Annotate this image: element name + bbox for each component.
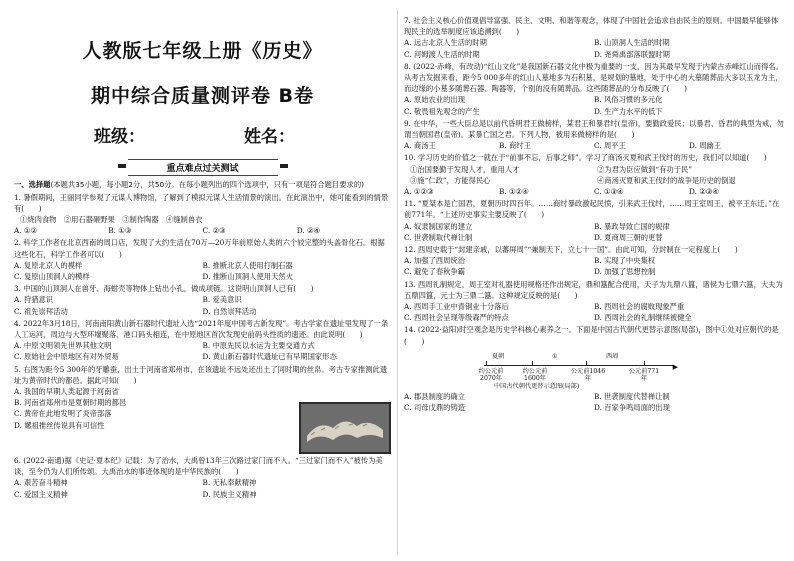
statement-1: ①治国要勤于发现人才，重用人才 [410,164,520,174]
question-text: 9. 在中华，一些大臣总是以前代昏明君王做榜样，某君王和暴君纣(皇帝)，要勤政爱民；以暴君、昏君的典型为戒，勿谓当朝国君(皇帝)。某暴亡国之君。下列人物，被用来做榜样的是( ) [404,118,784,140]
question-13 [404,279,784,324]
section-note: (本题共35小题，每小题2分，共50分。在每小题列出的四个选项中，只有一项是符合题目要求的) [50,180,364,189]
option-d: D. 黄山新石器时代遗址已有早期国家形态 [202,352,337,362]
option-c: C. 司母戊鼎的铸造 [404,403,466,413]
option-c: C. 河姆渡人生活的时期 [404,49,480,59]
question-text: 7. 社会主义核心价值观倡导富强、民主、文明、和谐等观念，体现了中国社会追求自由民主的原则。中国最早能够体现民主的选举制度应该追溯到( ) [404,16,779,37]
option-c: C. ①③④ [594,187,624,197]
option-c: C. 周平王 [594,141,626,151]
option-d: D. 嫘祖推丝传说具有可信性 [14,420,105,430]
option-b: B. 西周社会的腐败现象严重 [594,302,685,312]
question-12 [404,244,784,278]
timeline-axis [484,365,674,366]
left-column [14,14,391,558]
option-d: D. ②③④ [689,187,719,197]
section-heading-text: 一、选择题 [14,180,51,189]
option-b: B. 商纣王 [499,141,531,151]
option-c: C. 避免了春秋争霸 [404,267,466,277]
option-c: C. 原始社会中原地区有对外贸易 [14,352,119,362]
timeline-date: 公元前1046年 [570,367,606,382]
option-a: A. 原始农业的出现 [404,95,465,105]
timeline-tick [586,361,587,366]
option-b: B. ①③ [108,226,132,236]
question-14 [404,324,784,413]
column-divider [397,10,398,555]
option-a: A. 中原文明领先世界其他文明 [14,341,112,351]
name-label: 姓名： [244,127,295,147]
question-8 [404,61,784,117]
option-a: A. 郡县制度的确立 [404,391,465,401]
option-b: B. 山顶洞人生活的时期 [594,38,670,48]
option-b: B. 暴政导致亡国的规律 [594,221,670,231]
option-d: D. 自然崇拜活动 [202,306,257,316]
ivory-silkworm-image [299,402,391,454]
option-c: C. 西周社会呈现等级森严的特点 [404,313,509,323]
option-c: C. 敬畏祖先观念的产生 [404,106,480,116]
option-d: D. 夏商周三朝的更替 [594,232,663,242]
option-a: A. 艰苦奋斗精神 [14,478,68,488]
option-b: B. 世袭制度代替禅让制 [594,391,670,401]
option-a: A. 复原北京人的模样 [14,260,83,270]
dynasty-timeline [474,349,678,390]
question-text: 3. 中国的山顶洞人在兽牙、海蚶壳等物体上钻出小孔，做成项链。这说明山顶洞人已有( ) [14,284,314,294]
student-info-row [14,122,391,147]
section-heading [14,179,391,191]
timeline-tick [532,361,533,366]
page-title: 人教版七年级上册《历史》 [82,40,323,62]
statement-3: ③施“仁政”，方能得民心 [410,175,491,185]
question-text: 12. 西周史载于“封建亲戚，以蕃屏周”“兼制天下，立七十一国”。由此可知，分封制在一定程度上( ) [404,245,738,255]
option-a: A. 远古北京人生活的时期 [404,38,487,48]
option-d: D. 周幽王 [689,141,722,151]
timeline-date: 公元前771年 [628,367,660,382]
option-b: B. 实现了中央集权 [594,256,656,266]
option-b: B. 爱美意识 [202,295,242,305]
option-b: B. 河南省郑州市是夏朝时期的都邑 [14,398,127,408]
option-c: C. 世袭制取代禅让制 [404,232,473,242]
question-text: 11. “夏桀本是亡国君，夏朝历时四百年。……商纣暴政激起民愤，引来武王伐纣，……周王室周王，被平王东迁。”在前771年。“上述历史事实主要反映了( ) [404,199,780,220]
class-label: 班级： [94,127,145,147]
option-a: A. 奴隶制国家的建立 [404,221,473,231]
question-10 [404,152,784,197]
timeline-label-western-zhou: 西周 [606,352,619,360]
option-c: C. 黄帝在此地发明了炎帝部落 [14,409,112,419]
option-a: A. 西周手工业中青铜业十分落后 [404,302,509,312]
question-text: 5. 右图为距今5 300年的牙雕蚕，出土于河南省郑州市，在该遗址不远处还出土了同时期的丝帛。考古专家推测此遗址为黄帝时代的都邑。据此可知( ) [14,364,388,385]
option-d: D. 西周社会的礼制继续被健全 [594,313,692,323]
statement-4: ④商汤灭夏和武王伐纣的战争是历史的倒退 [597,175,736,185]
option-d: D. 生产力水平的低下 [594,106,663,116]
option-c: C. 爱国主义精神 [14,489,68,499]
option-d: D. 推断山顶洞人使用天然火 [202,271,293,281]
question-5 [14,364,391,454]
question-6 [14,455,391,500]
option-b: B. 风俗习惯的多元化 [594,95,663,105]
option-d: D. 民族主义精神 [202,489,257,499]
timeline-tick [644,361,645,366]
option-a: A. ①②③ [404,187,434,197]
question-3 [14,283,391,317]
option-a: A. 狩猎意识 [14,295,54,305]
question-text: 10. 学习历史的价值之一就在于“前事不忘，后事之师”。学习了商汤灭夏和武王伐纣的历史，我们可以知道( ) [404,153,767,163]
question-text: 6. (2022·南通)据《史记·夏本纪》记载：为了治水，大禹曾13年三次路过家门而不入。“三过家门而不入”被传为美谈，至今仍为人们所传颂。大禹治水的事迹体现的是中华民族的( ) [14,455,383,477]
timeline-arrow: ▶ [672,362,678,371]
right-column [404,14,784,558]
option-a: A. 商汤王 [404,141,436,151]
question-text: 14. (2022·益阳)时空观念是历史学科核心素养之一。下面是中国古代朝代更替示意图(局部)，图中①处对应朝代的是( ) [404,325,779,346]
option-b: B. 推断北京人使用打制石器 [202,260,293,270]
question-text: 2. 科学工作者在北京西南的周口店，发现了大约生活在70万—20万年前原始人类的六个较完整的头盖骨化石。根据这些化石，科学工作者可以( ) [14,238,385,259]
timeline-date: 约公元前2070年 [478,367,504,382]
option-b: B. ①②④ [499,187,529,197]
question-7 [404,15,784,60]
question-9 [404,118,784,152]
timeline-date: 约公元前1600年 [522,367,548,382]
question-2 [14,237,391,282]
question-11 [404,198,784,243]
option-b: B. 中原先民以水运为主要交通方式 [202,341,315,351]
question-4 [14,318,391,363]
question-1 [14,192,391,237]
question-text: 4. 2022年3月18日，河南南阳黄山新石器时代遗址入选“2021年度中国考古新发现”。考古学家在遗址里发现了一条人工运河，周边与大型环壕聚落、港口码头相连，在中原地区首次发现史前码头性质的遗迹。由此说明( ) [14,318,389,339]
option-a: A. 加强了西周统治 [404,256,465,266]
option-c: C. 祖先崇拜活动 [14,306,68,316]
question-text: 8. (2022·赤峰，有改动)“红山文化”是我国新石器文化中极为重要的一支，因为其最早发现于内蒙古赤峰红山而得名。从考古发掘来看，距今5 000多年的红山人墓地多为石积墓，是规划的墓地，处于中心的大墓随葬品大多以玉龙为主，而边缘的小墓多随葬石器、陶器等，个别的没有随葬品。这些随葬品的分布反映了( ) [404,61,783,94]
option-d: D. 尧舜禹部落联盟时期 [594,49,670,59]
section-banner: 重点难点过关测试 [128,159,278,176]
option-d: D. 加强了思想控制 [594,267,656,277]
timeline-label-blank: ① [552,352,558,360]
statement-2: ②为君为臣应做到“有功于民” [597,164,693,174]
question-text: 13. 西周礼制规定，周王室对礼器使用规格还作出规定，鼎和簋配合使用，天子为九鼎八簋，诸侯为七鼎六簋，大夫为五鼎四簋，元士为三鼎二簋。这种规定反映的是( ) [404,279,783,300]
option-c: C. 复原山顶洞人的模样 [14,271,90,281]
timeline-caption: 中国古代朝代更替示意图(局部) [494,382,580,390]
timeline-label-xia: 夏朝 [492,352,505,360]
option-c: C. ②③ [202,226,226,236]
option-a: A. 我国的早期人类起源于河南省 [14,386,119,396]
question-text: 1. 暑假期间，王丽同学参观了元谋人博物馆，了解到了模拟元谋人生活情景的演出。在此演出中，她可能看到的情景有( ) [14,192,389,213]
option-d: D. ②④ [296,226,321,236]
option-b: B. 无私奉献精神 [202,478,257,488]
option-d: D. 百家争鸣局面的出现 [594,403,670,413]
option-a: A. ①② [14,226,37,236]
timeline-tick [486,361,487,366]
page-subtitle: 期中综合质量测评卷 B卷 [90,85,315,107]
question-items: ①烧肉食物 ②用石器砸野果 ③制作陶器 ④缝制兽衣 [20,214,203,224]
